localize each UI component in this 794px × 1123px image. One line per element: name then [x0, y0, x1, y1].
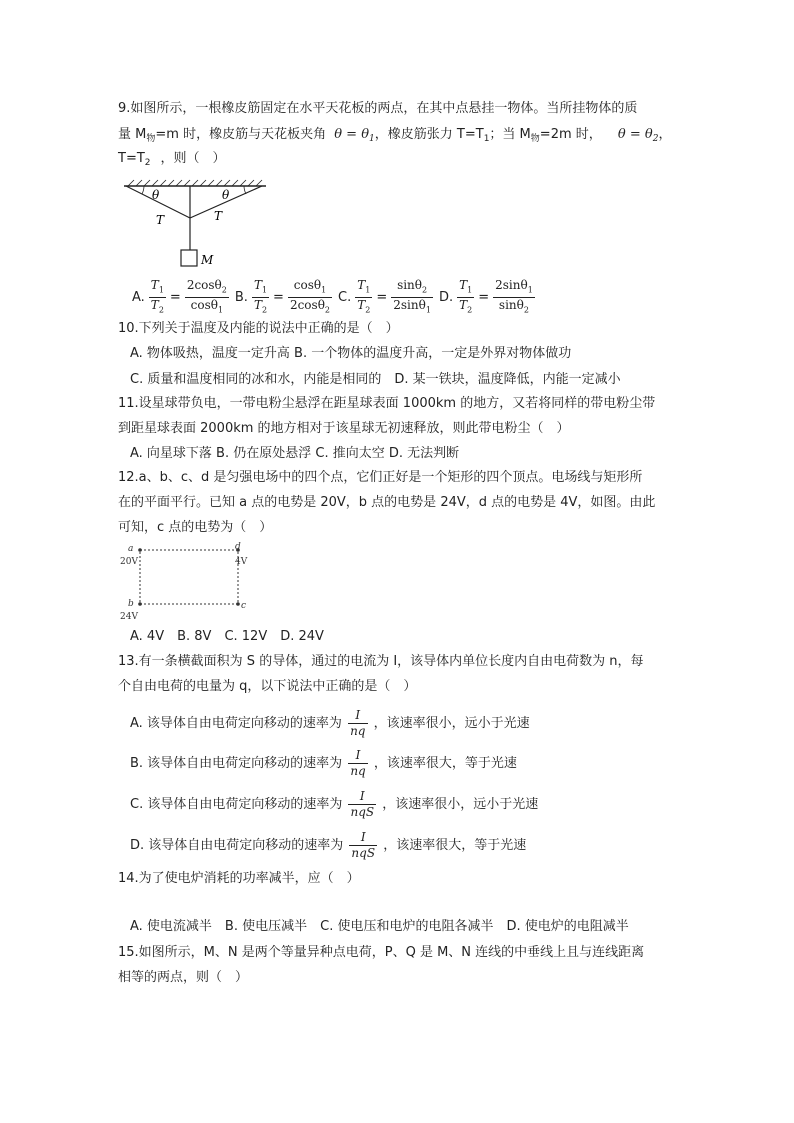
q12-options: A. 4V B. 8V C. 12V D. 24V	[130, 629, 324, 644]
label-b: b	[128, 599, 134, 609]
option-a-label: A.	[132, 290, 145, 306]
mass-label: M	[201, 253, 214, 267]
q13-option-d: D. 该导体自由电荷定向移动的速率为 $\frac{I}{\text{nqS}}$ ，该速率很大，等于光速	[130, 830, 527, 860]
label-d: d	[235, 542, 241, 552]
rectangle-abcd	[140, 550, 238, 604]
ceiling-hatch	[128, 180, 262, 186]
theta-left-label: θ	[152, 188, 160, 202]
q15-stem-line2: 相等的两点，则（ ）	[118, 970, 249, 985]
q12-figure	[118, 542, 254, 622]
tension-right-label: T	[214, 209, 223, 223]
q13-stem-line2: 个自由电荷的电量为 q，以下说法中正确的是（ ）	[118, 679, 417, 694]
label-d-voltage: 4V	[235, 557, 248, 567]
option-d-label: D.	[438, 290, 454, 306]
q10-options-line2: C. 质量和温度相同的冰和水，内能是相同的 D. 某一铁块，温度降低，内能一定减小	[130, 372, 621, 387]
point-a	[138, 548, 142, 552]
q12-stem-line1: 12.a、b、c、d 是匀强电场中的四个点，它们正好是一个矩形的四个顶点。电场线与矩形所	[118, 470, 643, 485]
q15-stem-line1: 15.如图所示，M、N 是两个等量异种点电荷，P、Q 是 M、N 连线的中垂线上且与连线距离	[118, 945, 645, 960]
tension-left-label: T	[156, 213, 165, 227]
q14-stem: 14.为了使电炉消耗的功率减半，应（ ）	[118, 871, 360, 886]
q13-option-b: B. 该导体自由电荷定向移动的速率为 $\frac{I}{nq}$ ，该速率很大，等于光速	[130, 748, 517, 778]
option-b-label: B.	[234, 290, 248, 306]
q9-figure	[118, 178, 270, 274]
label-b-voltage: 24V	[120, 612, 138, 622]
mass-block	[181, 250, 197, 266]
q9-options: A. $\frac{T_1}{T_2}$ = $\frac{2\cos\theta_2}{\cos\theta_1}$ B. $\frac{T_1}{T_2}$ = $\frac{\cos\theta_1}{2\cos\theta_2}$ C. $\frac{T_1}{T_2}$ = $\frac{\sin\theta_2}{2\sin\theta_1}$ D. $\frac{T_1}{T_2}$ = $\frac{2\sin\theta_1}{\sin\theta_2}$	[132, 278, 533, 315]
theta-right-label: θ	[222, 188, 230, 202]
q13-option-c: C. 该导体自由电荷定向移动的速率为 $\frac{I}{\text{nqS}}$ ，该速率很小，远小于光速	[130, 789, 539, 819]
q13-option-a: A. 该导体自由电荷定向移动的速率为 $\frac{I}{nq}$ ，该速率很小，远小于光速	[130, 708, 530, 738]
q10-options-line1: A. 物体吸热，温度一定升高 B. 一个物体的温度升高，一定是外界对物体做功	[130, 346, 572, 361]
q12-stem-line2: 在的平面平行。已知 a 点的电势是 20V，b 点的电势是 24V，d 点的电势是 4V，如图。由此	[118, 495, 656, 510]
q11-stem-line2: 到距星球表面 2000km 的地方相对于该星球无初速释放，则此带电粉尘（ ）	[118, 421, 570, 436]
option-c-label: C.	[338, 290, 352, 306]
label-a: a	[128, 544, 134, 554]
q10-stem: 10.下列关于温度及内能的说法中正确的是（ ）	[118, 321, 399, 336]
q9-stem-line3: $T=T_2$ ，则（ ）	[118, 151, 226, 168]
q11-stem-line1: 11.设星球带负电，一带电粉尘悬浮在距星球表面 1000km 的地方，又若将同样的带电粉尘带	[118, 396, 656, 411]
q11-options: A. 向星球下落 B. 仍在原处悬浮 C. 推向太空 D. 无法判断	[130, 446, 460, 461]
q9-stem-line1: 9.如图所示，一根橡皮筋固定在水平天花板的两点，在其中点悬挂一物体。当所挂物体的质	[118, 101, 638, 116]
label-c: c	[241, 601, 247, 611]
point-b	[138, 602, 142, 606]
label-a-voltage: 20V	[120, 557, 138, 567]
q14-options: A. 使电流减半 B. 使电压减半 C. 使电压和电炉的电阻各减半 D. 使电炉的电阻减半	[130, 919, 629, 934]
point-c	[236, 602, 240, 606]
q13-stem-line1: 13.有一条横截面积为 S 的导体，通过的电流为 I，该导体内单位长度内自由电荷数为 n，每	[118, 654, 644, 669]
q9-stem-line2: 量 $M_物=m$ 时，橡皮筋与天花板夹角 $\theta = \theta_1$，橡皮筋张力 $T=T_1$；当 $M_物=2m$ 时， $\theta = \theta_2$，	[118, 127, 672, 144]
q12-stem-line3: 可知，c 点的电势为（ ）	[118, 520, 273, 535]
